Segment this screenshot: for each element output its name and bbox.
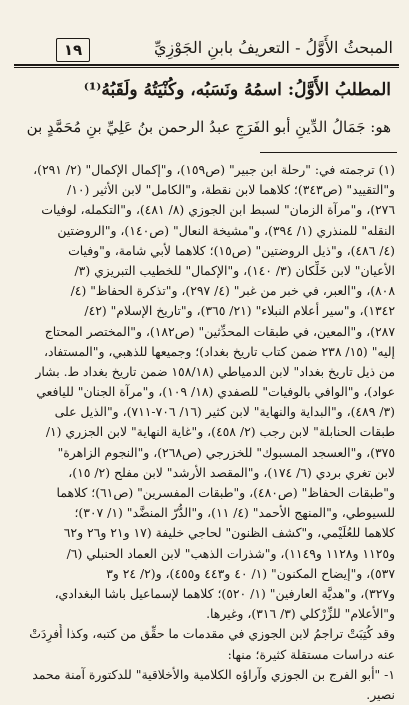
footnote-line: ١٣٤٢)، و"سير أعلام النبلاء" (٢١/ ٣٦٥)، و"تاريخ الإسلام" (٤٢/: [84, 303, 395, 319]
footnote-line: ٨٠٨)، و"العبر، في خبر من غبر" (٤/ ٢٩٧)، و"تذكرة الحفاظ" (٤/: [70, 283, 395, 299]
running-title: المبحثُ الأَوَّلُ - التعريفُ بابنِ الجَوْزِيِّ: [153, 38, 393, 57]
footnote-line: ٢٧٦)، و"مرآة الزمان" لسبط ابن الجوزي (٨/ ٤٨١)، و"التكمله، لوفيات: [41, 202, 395, 218]
footnote-line: و١١٢٥ و١١٢٨ و١١٤٩)، و"شذرات الذهب" لابن العماد الحنبلي (٦/: [66, 545, 395, 561]
header-rule-thin: [14, 67, 399, 68]
intro-line: هو: جَمَالُ الدِّينِ أبو الفَرَجِ عبدُ الرحمن بنُ عَلِيِّ بنِ مُحَمَّدٍ بن: [26, 118, 391, 136]
footnote-line: من ذيل تاريخ بغداد" لابن الدمياطي (١٥٨/١٨ ضمن تاريخ بغداد ط. بشار: [35, 363, 395, 379]
footnote-line: ١- "أبو الفرج بن الجوزي وآراؤه الكلامية والأخلاقية" للدكتورة آمنة محمد: [32, 666, 395, 682]
footnote-line: إليه" (١٥/ ٢٣٨ ضمن كتاب تاريخ بغداد)؛ وجميعها للذهبي، و"المستفاد،: [44, 343, 395, 359]
footnote-line: الأعيان" لابن خَلِّكان (٣/ ١٤٠)، و"الإكمال" للخطيب التبريزي (٣/: [74, 262, 395, 278]
header-rule: [14, 64, 399, 66]
footnote-line: (١) ترجمته في: "رحلة ابن جبير" (ص١٥٩)، و"إكمال الإكمال" (٢/ ٢٩١)،: [33, 162, 395, 177]
footnote-line: عنه دراسات مستقلة كثيرة؛ منها:: [227, 646, 395, 662]
footnote-line: و"الأعلام" للزِّرْكلي (٣/ ٣١٦)، وغيرها.: [206, 606, 395, 622]
section-heading: المطلبُ الأَوَّلُ: اسمُهُ ونَسَبُه، وكُنْيَتُهُ ولَقَبُهُ⁽¹⁾: [83, 80, 391, 100]
footnote-line: للسيوطي، و"المنهج الأحمد" (٤/ ١١)، و"الدُّرّ المنضَّد" (١/ ٣٠٧)؛: [74, 505, 395, 521]
footnote-line: النقله" للمنذري (١/ ٣٩٤)، و"مشيخة النعال" (ص١٤٠)، و"الروضتين: [57, 222, 395, 238]
footnote-line: (٤/ ٤٨٦)، و"ذيل الروضتين" (ص١٥)؛ كلاهما لأبي شامة، و"وفيات: [68, 242, 395, 258]
page-number: ١٩: [56, 38, 90, 62]
footnote-line: (٣/ ٤٨٩)، و"البداية والنهاية" لابن كثير (١٦/ ٧٠٦-٧١١)، و"الذيل على: [54, 404, 395, 420]
footnote-line: كلاهما للعُلَيْمي، و"كشف الظنون" لحاجي خليفة (١٧ و٢١ و٢٦ و٦٢: [63, 525, 395, 541]
footnote-line: طبقات الحنابلة" لابن رجب (٢/ ٤٥٨)، و"غاية النهاية" لابن الجزري (١/: [45, 424, 395, 440]
footnote-line: ٥٣٧)، و"إيضاح المكنون" (١/ ٤٠ و٤٤٣ و٤٥٥)، و(٢/ ٢٤ و٣: [106, 565, 395, 581]
footnote-line: و٣٢٧)، و"هديَّة العارفين" (١/ ٥٢٠)؛ كلاهما لإسماعيل باشا البغدادي،: [54, 585, 395, 601]
footnotes: [8, 160, 395, 705]
footnote-line: لابن تغري بردي (٦/ ١٧٤)، و"المقصد الأرشد" لابن مفلح (٢/ ١٥)،: [68, 464, 395, 480]
footnote-line: ٣٧٥)، و"العسجد المسبوك" للخزرجي (ص٢٦٨)، و"النجوم الزاهرة": [57, 444, 395, 460]
footnote-line: و"التقييد" (ص٣٤٣)؛ كلاهما لابن نقطة، و"الكامل" لابن الأثير (١٠/: [67, 182, 395, 198]
footnote-line: ٢٨٧)، و"المعين، في طبقات المحدِّثين" (ص١٨٢)، و"المختصر المحتاج: [44, 323, 395, 339]
footnote-line: عواد)، و"الوافي بالوفيات" للصفدي (١٨/ ١٠٩)، و"مرآة الجنان" لليافعي: [36, 384, 395, 400]
running-header: [14, 34, 399, 68]
footnote-line: وقد كُتِبَتْ تراجمُ لابن الجوزي في مقدمات ما حقِّق من كتبه، وكذا أُفرِدَتْ: [29, 626, 395, 642]
footnote-line: و"طبقات الحفاظ" (ص٤٨٠)، و"طبقات المفسرين" (ص٦١)؛ كلاهما: [56, 485, 395, 500]
footnote-divider: [260, 152, 397, 153]
footnote-line: نصير.: [366, 686, 395, 702]
